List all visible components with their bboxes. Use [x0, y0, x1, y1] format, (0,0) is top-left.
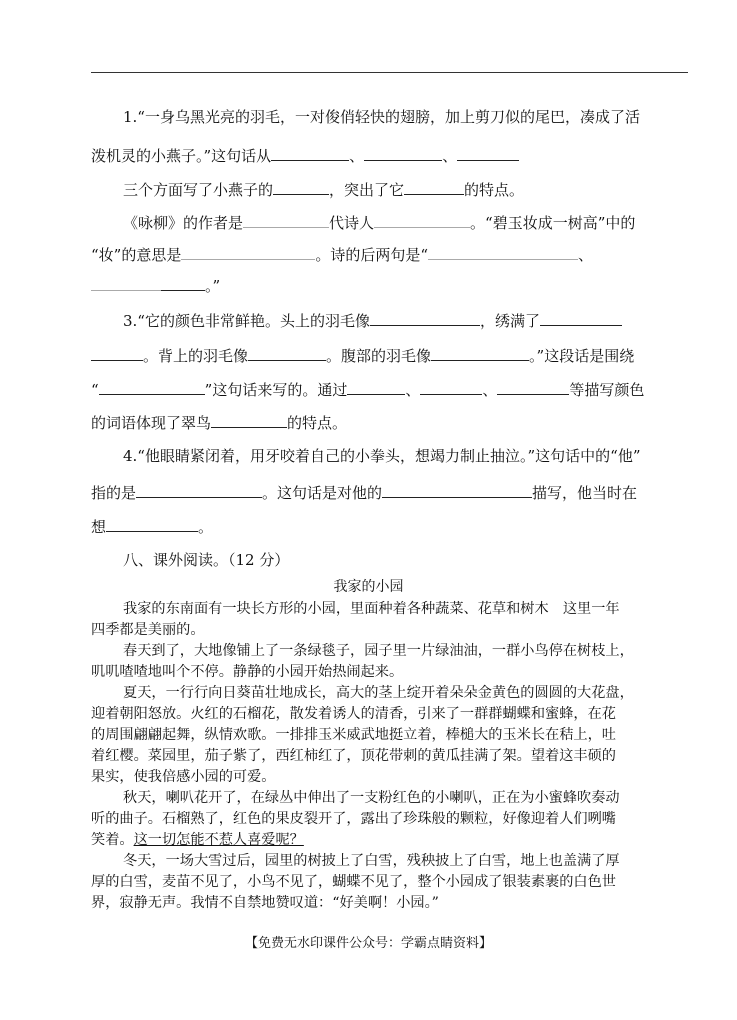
- q3-text: ”这句话来写的。通过: [204, 381, 348, 399]
- passage-line: 秋天，喇叭花开了，在绿丛中伸出了一支粉红色的小喇叭，正在为小蜜蜂吹奏动: [123, 790, 620, 806]
- answer-blank[interactable]: [211, 412, 287, 428]
- q1-text: ，突出了它: [329, 181, 405, 199]
- q1-text: 三个方面写了小燕子的: [123, 181, 274, 199]
- passage-line: 夏天，一行行向日葵苗壮地成长，高大的茎上绽开着朵朵金黄色的圆圆的大花盘，: [123, 685, 634, 701]
- answer-blank[interactable]: [243, 212, 329, 228]
- answer-blank[interactable]: [420, 379, 482, 395]
- q3-text: “: [91, 381, 99, 399]
- q2-text: 、: [578, 246, 594, 264]
- q4-text: 4.“他眼睛紧闭着，用牙咬着自己的小拳头，想竭力制止抽泣。”这句话中的“他”: [123, 447, 641, 465]
- passage-text: 笑着。: [91, 832, 134, 848]
- header-rule: [91, 72, 688, 73]
- q2-line-2: [91, 244, 593, 265]
- q4-text: 描写，他当时在: [532, 484, 638, 502]
- q2-text: 。”: [205, 277, 221, 295]
- separator: 、: [349, 147, 365, 165]
- q1-text: 泼机灵的小燕子。”这句话从: [91, 147, 272, 165]
- q2-text: 《咏柳》的作者是: [123, 214, 244, 232]
- q3-line-4: [91, 412, 347, 433]
- answer-blank[interactable]: [457, 145, 519, 161]
- q4-text: 想: [91, 518, 107, 536]
- section-heading: 八、课外阅读。（12 分）: [123, 551, 290, 569]
- answer-blank[interactable]: [382, 482, 532, 498]
- answer-blank[interactable]: [404, 179, 464, 195]
- passage-line: 着红樱。菜园里，茄子紫了，西红柿红了，顶花带刺的黄瓜挂满了架。望着这丰硕的: [91, 748, 616, 764]
- q1-line-2: [91, 145, 519, 166]
- passage-line: 春天到了，大地像铺上了一条绿毯子，园子里一片绿油油，一群小鸟停在树枝上，: [123, 643, 634, 659]
- q1-line-3: [123, 179, 524, 200]
- q3-text: 。腹部的羽毛像: [326, 347, 432, 365]
- q4-text: 。: [198, 518, 214, 536]
- answer-blank[interactable]: [248, 345, 326, 361]
- q2-text: “妆”的意思是: [91, 246, 182, 264]
- answer-blank[interactable]: [99, 379, 205, 395]
- answer-blank[interactable]: [161, 275, 205, 291]
- answer-blank[interactable]: [271, 145, 349, 161]
- q3-text: 等描写颜色: [569, 381, 645, 399]
- q2-text: 代诗人: [329, 214, 375, 232]
- q2-line-3: [91, 275, 220, 296]
- answer-blank[interactable]: [497, 379, 569, 395]
- underlined-sentence: 这一切怎能不惹人喜爱呢？: [133, 832, 304, 848]
- separator: 、: [442, 147, 458, 165]
- answer-blank[interactable]: [136, 482, 262, 498]
- passage-line: 听的曲子。石榴熟了，红色的果皮裂开了，露出了珍珠般的颗粒，好像迎着人们咧嘴: [91, 811, 616, 827]
- answer-blank[interactable]: [364, 145, 442, 161]
- q4-text: 指的是: [91, 484, 137, 502]
- passage-line: 厚的白雪，麦苗不见了，小鸟不见了，蝴蝶不见了，整个小园成了银装素裹的白色世: [91, 874, 616, 890]
- q1-text: 的特点。: [464, 181, 525, 199]
- answer-blank[interactable]: [273, 179, 329, 195]
- q4-line-2: [91, 482, 637, 503]
- passage-line: 果实，使我倍感小园的可爱。: [91, 769, 276, 785]
- q3-line-1: [123, 310, 622, 331]
- q4-text: 。这句话是对他的: [262, 484, 383, 502]
- q1-text: 1.“一身乌黑光亮的羽毛，一对俊俏轻快的翅膀，加上剪刀似的尾巴，凑成了活: [123, 108, 640, 126]
- q3-text: 、: [482, 381, 498, 399]
- passage-title: 我家的小园: [333, 579, 404, 595]
- passage-line: 我家的东南面有一块长方形的小园，里面种着各种蔬菜、花草和树木 这里一年: [123, 601, 620, 617]
- answer-blank[interactable]: [540, 310, 622, 326]
- footer-note: 【免费无水印课件公众号：学霸点睛资料】: [244, 936, 492, 951]
- q3-line-3: [91, 379, 644, 400]
- q3-text: ，绣满了: [479, 312, 540, 330]
- answer-blank[interactable]: [91, 275, 161, 291]
- q2-text: 。诗的后两句是“: [315, 246, 429, 264]
- answer-blank[interactable]: [181, 244, 315, 260]
- passage-line: 界，寂静无声。我情不自禁地赞叹道：“好美啊！小园。”: [91, 895, 439, 911]
- q3-text: 3.“它的颜色非常鲜艳。头上的羽毛像: [123, 312, 370, 330]
- passage-line: 叽叽喳喳地叫个不停。静静的小园开始热闹起来。: [91, 664, 404, 680]
- q3-text: 、: [405, 381, 421, 399]
- answer-blank[interactable]: [370, 310, 480, 326]
- passage-line: 四季都是美丽的。: [91, 622, 205, 638]
- passage-line: 迎着朝阳怒放。火红的石榴花，散发着诱人的清香，引来了一群群蝴蝶和蜜蜂，在花: [91, 706, 616, 722]
- q2-line-1: [123, 212, 635, 233]
- q4-line-1: [123, 446, 641, 466]
- passage-line: 的周围翩翩起舞，纵情欢歌。一排排玉米威武地挺立着，棒槌大的玉米长在秸上，吐: [91, 727, 616, 743]
- q3-line-2: [91, 345, 634, 366]
- answer-blank[interactable]: [374, 212, 470, 228]
- q3-text: 。”这段话是围绕: [529, 347, 635, 365]
- q3-text: 。背上的羽毛像: [143, 347, 249, 365]
- answer-blank[interactable]: [431, 345, 529, 361]
- q2-text: 。“碧玉妆成一树高”中的: [470, 214, 636, 232]
- passage-line: [91, 830, 304, 850]
- q4-line-3: [91, 516, 213, 537]
- answer-blank[interactable]: [91, 345, 143, 361]
- passage-line: 冬天，一场大雪过后，园里的树披上了白雪，残秧披上了白雪，地上也盖满了厚: [123, 853, 620, 869]
- q3-text: 的特点。: [287, 414, 348, 432]
- answer-blank[interactable]: [347, 379, 405, 395]
- answer-blank[interactable]: [428, 244, 578, 260]
- answer-blank[interactable]: [106, 516, 198, 532]
- q1-line-1: [123, 107, 640, 127]
- q3-text: 的词语体现了翠鸟: [91, 414, 212, 432]
